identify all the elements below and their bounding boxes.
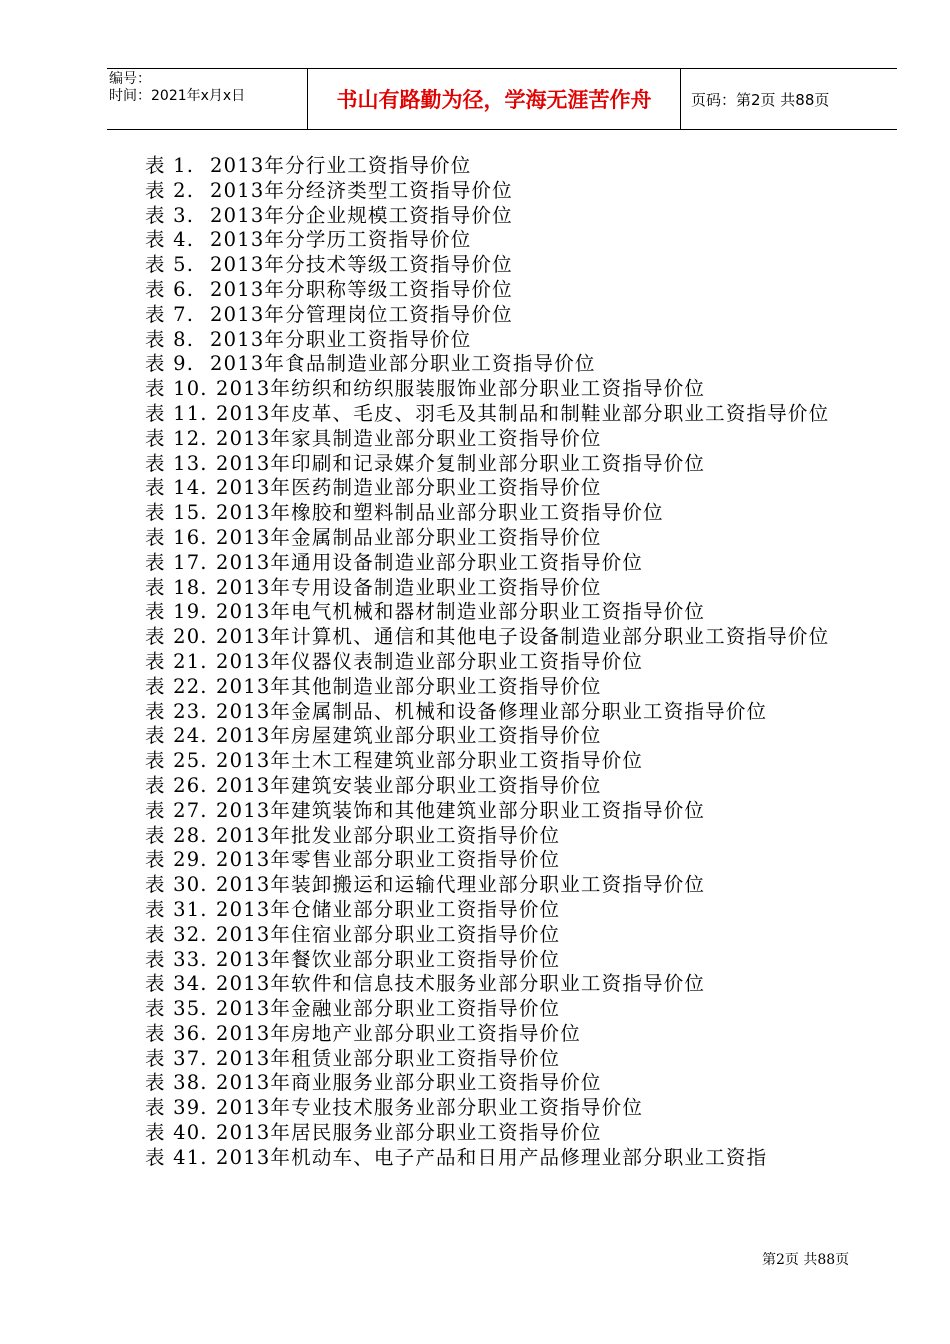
toc-item <box>145 650 865 675</box>
toc-item-title: 2013年分行业工资指导价位 <box>210 154 472 177</box>
toc-item-number: 表 7. <box>145 302 195 326</box>
toc-item-number: 表 26. <box>145 773 208 797</box>
toc-item <box>145 824 865 849</box>
toc-item-title: 2013年机动车、电子产品和日用产品修理业部分职业工资指 <box>216 1145 768 1169</box>
toc-item <box>145 948 865 973</box>
toc-item-title: 2013年印刷和记录媒介复制业部分职业工资指导价位 <box>216 451 706 475</box>
toc-item-number: 表 13. <box>145 451 208 475</box>
toc-item-title: 2013年橡胶和塑料制品业部分职业工资指导价位 <box>216 501 664 525</box>
table-of-contents <box>145 154 865 1171</box>
toc-item-title: 2013年通用设备制造业部分职业工资指导价位 <box>216 550 644 574</box>
toc-item <box>145 873 865 898</box>
toc-item <box>145 278 865 303</box>
toc-item <box>145 476 865 501</box>
time-label: 时间：2021年x月x日 <box>109 88 246 104</box>
toc-item-number: 表 36. <box>145 1021 208 1045</box>
toc-item-title: 2013年分企业规模工资指导价位 <box>210 203 513 227</box>
toc-item-title: 2013年仓储业部分职业工资指导价位 <box>216 897 561 921</box>
toc-item-number: 表 35. <box>145 997 208 1021</box>
toc-item-number: 表 27. <box>145 798 208 822</box>
toc-item-number: 表 37. <box>145 1046 208 1070</box>
toc-item-title: 2013年计算机、通信和其他电子设备制造业部分职业工资指导价位 <box>216 625 830 649</box>
toc-item <box>145 204 865 229</box>
toc-item-number: 表 21. <box>145 649 208 673</box>
toc-item-title: 2013年分管理岗位工资指导价位 <box>210 302 513 326</box>
toc-item-title: 2013年餐饮业部分职业工资指导价位 <box>216 947 561 971</box>
toc-item <box>145 1096 865 1121</box>
toc-item-title: 2013年住宿业部分职业工资指导价位 <box>216 922 561 946</box>
toc-item <box>145 352 865 377</box>
toc-item <box>145 997 865 1022</box>
page-footer: 第2页 共88页 <box>762 1252 850 1268</box>
toc-item <box>145 898 865 923</box>
toc-item-number: 表 14. <box>145 476 208 500</box>
toc-item-number: 表 28. <box>145 823 208 847</box>
toc-item <box>145 1146 865 1171</box>
toc-item <box>145 154 865 179</box>
toc-item-title: 2013年商业服务业部分职业工资指导价位 <box>216 1071 602 1095</box>
toc-item <box>145 501 865 526</box>
page-header <box>107 68 897 130</box>
toc-item-title: 2013年皮革、毛皮、羽毛及其制品和制鞋业部分职业工资指导价位 <box>216 401 830 425</box>
toc-item <box>145 328 865 353</box>
toc-item-title: 2013年金属制品业部分职业工资指导价位 <box>216 525 602 549</box>
toc-item-number: 表 34. <box>145 972 208 996</box>
toc-item-title: 2013年医药制造业部分职业工资指导价位 <box>216 476 602 500</box>
toc-item <box>145 179 865 204</box>
toc-item-number: 表 38. <box>145 1071 208 1095</box>
toc-item <box>145 972 865 997</box>
toc-item-number: 表 23. <box>145 699 208 723</box>
toc-item <box>145 452 865 477</box>
toc-item <box>145 749 865 774</box>
toc-item <box>145 1047 865 1072</box>
toc-item-title: 2013年纺织和纺织服装服饰业部分职业工资指导价位 <box>216 377 706 401</box>
header-meta <box>107 69 308 129</box>
toc-item-title: 2013年分经济类型工资指导价位 <box>210 178 513 202</box>
toc-item <box>145 675 865 700</box>
toc-item-title: 2013年专业技术服务业部分职业工资指导价位 <box>216 1096 644 1120</box>
toc-item <box>145 526 865 551</box>
toc-item-number: 表 8. <box>145 327 195 351</box>
toc-item-number: 表 16. <box>145 525 208 549</box>
toc-item-title: 2013年房屋建筑业部分职业工资指导价位 <box>216 724 602 748</box>
toc-item-number: 表 33. <box>145 947 208 971</box>
toc-item-number: 表 10. <box>145 377 208 401</box>
toc-item <box>145 600 865 625</box>
toc-item-number: 表 29. <box>145 848 208 872</box>
toc-item-title: 2013年零售业部分职业工资指导价位 <box>216 848 561 872</box>
toc-item-title: 2013年居民服务业部分职业工资指导价位 <box>216 1121 602 1145</box>
toc-item-title: 2013年租赁业部分职业工资指导价位 <box>216 1046 561 1070</box>
toc-item-title: 2013年电气机械和器材制造业部分职业工资指导价位 <box>216 600 706 624</box>
toc-item-title: 2013年其他制造业部分职业工资指导价位 <box>216 674 602 698</box>
toc-item-number: 表 24. <box>145 724 208 748</box>
toc-item-number: 表 39. <box>145 1096 208 1120</box>
toc-item <box>145 1071 865 1096</box>
toc-item <box>145 724 865 749</box>
toc-item <box>145 427 865 452</box>
toc-item-number: 表 19. <box>145 600 208 624</box>
toc-item-title: 2013年装卸搬运和运输代理业部分职业工资指导价位 <box>216 873 706 897</box>
toc-item <box>145 700 865 725</box>
toc-item-number: 表 40. <box>145 1121 208 1145</box>
toc-item-title: 2013年金融业部分职业工资指导价位 <box>216 997 561 1021</box>
toc-item <box>145 402 865 427</box>
toc-item <box>145 848 865 873</box>
toc-item-number: 表 32. <box>145 922 208 946</box>
toc-item-title: 2013年专用设备制造业职业工资指导价位 <box>216 575 602 599</box>
toc-item-number: 表 20. <box>145 625 208 649</box>
toc-item-number: 表 2. <box>145 178 195 202</box>
toc-item-title: 2013年仪器仪表制造业部分职业工资指导价位 <box>216 649 644 673</box>
toc-item <box>145 377 865 402</box>
toc-item-title: 2013年建筑安装业部分职业工资指导价位 <box>216 773 602 797</box>
toc-item-number: 表 6. <box>145 277 195 301</box>
toc-item <box>145 1022 865 1047</box>
toc-item <box>145 303 865 328</box>
toc-item-title: 2013年家具制造业部分职业工资指导价位 <box>216 426 602 450</box>
toc-item-title: 2013年分学历工资指导价位 <box>210 228 472 252</box>
toc-item-title: 2013年分职称等级工资指导价位 <box>210 277 513 301</box>
toc-item <box>145 576 865 601</box>
toc-item-title: 2013年食品制造业部分职业工资指导价位 <box>210 352 596 376</box>
toc-item-title: 2013年土木工程建筑业部分职业工资指导价位 <box>216 749 644 773</box>
toc-item-title: 2013年金属制品、机械和设备修理业部分职业工资指导价位 <box>216 699 768 723</box>
toc-item-number: 表 22. <box>145 674 208 698</box>
toc-item-number: 表 25. <box>145 749 208 773</box>
toc-item-number: 表 30. <box>145 873 208 897</box>
toc-item <box>145 625 865 650</box>
toc-item-title: 2013年分职业工资指导价位 <box>210 327 472 351</box>
toc-item-number: 表 41. <box>145 1145 208 1169</box>
number-label: 编号： <box>109 71 151 87</box>
toc-item-number: 表 3. <box>145 203 195 227</box>
toc-item <box>145 799 865 824</box>
toc-item-title: 2013年房地产业部分职业工资指导价位 <box>216 1021 581 1045</box>
header-motto: 书山有路勤为径，学海无涯苦作舟 <box>308 69 681 129</box>
toc-item <box>145 551 865 576</box>
toc-item <box>145 923 865 948</box>
header-page-info: 页码：第2页 共88页 <box>691 90 830 109</box>
toc-item-number: 表 15. <box>145 501 208 525</box>
toc-item-title: 2013年批发业部分职业工资指导价位 <box>216 823 561 847</box>
toc-item-number: 表 1. <box>145 154 195 177</box>
toc-item-number: 表 18. <box>145 575 208 599</box>
toc-item-number: 表 12. <box>145 426 208 450</box>
toc-item-title: 2013年软件和信息技术服务业部分职业工资指导价位 <box>216 972 706 996</box>
toc-item-number: 表 17. <box>145 550 208 574</box>
toc-item-number: 表 9. <box>145 352 195 376</box>
toc-item <box>145 774 865 799</box>
toc-item-number: 表 5. <box>145 253 195 277</box>
toc-item-title: 2013年分技术等级工资指导价位 <box>210 253 513 277</box>
toc-item-number: 表 4. <box>145 228 195 252</box>
toc-item <box>145 253 865 278</box>
toc-item <box>145 1121 865 1146</box>
toc-item <box>145 228 865 253</box>
toc-item-number: 表 11. <box>145 401 208 425</box>
toc-item-number: 表 31. <box>145 897 208 921</box>
toc-item-title: 2013年建筑装饰和其他建筑业部分职业工资指导价位 <box>216 798 706 822</box>
